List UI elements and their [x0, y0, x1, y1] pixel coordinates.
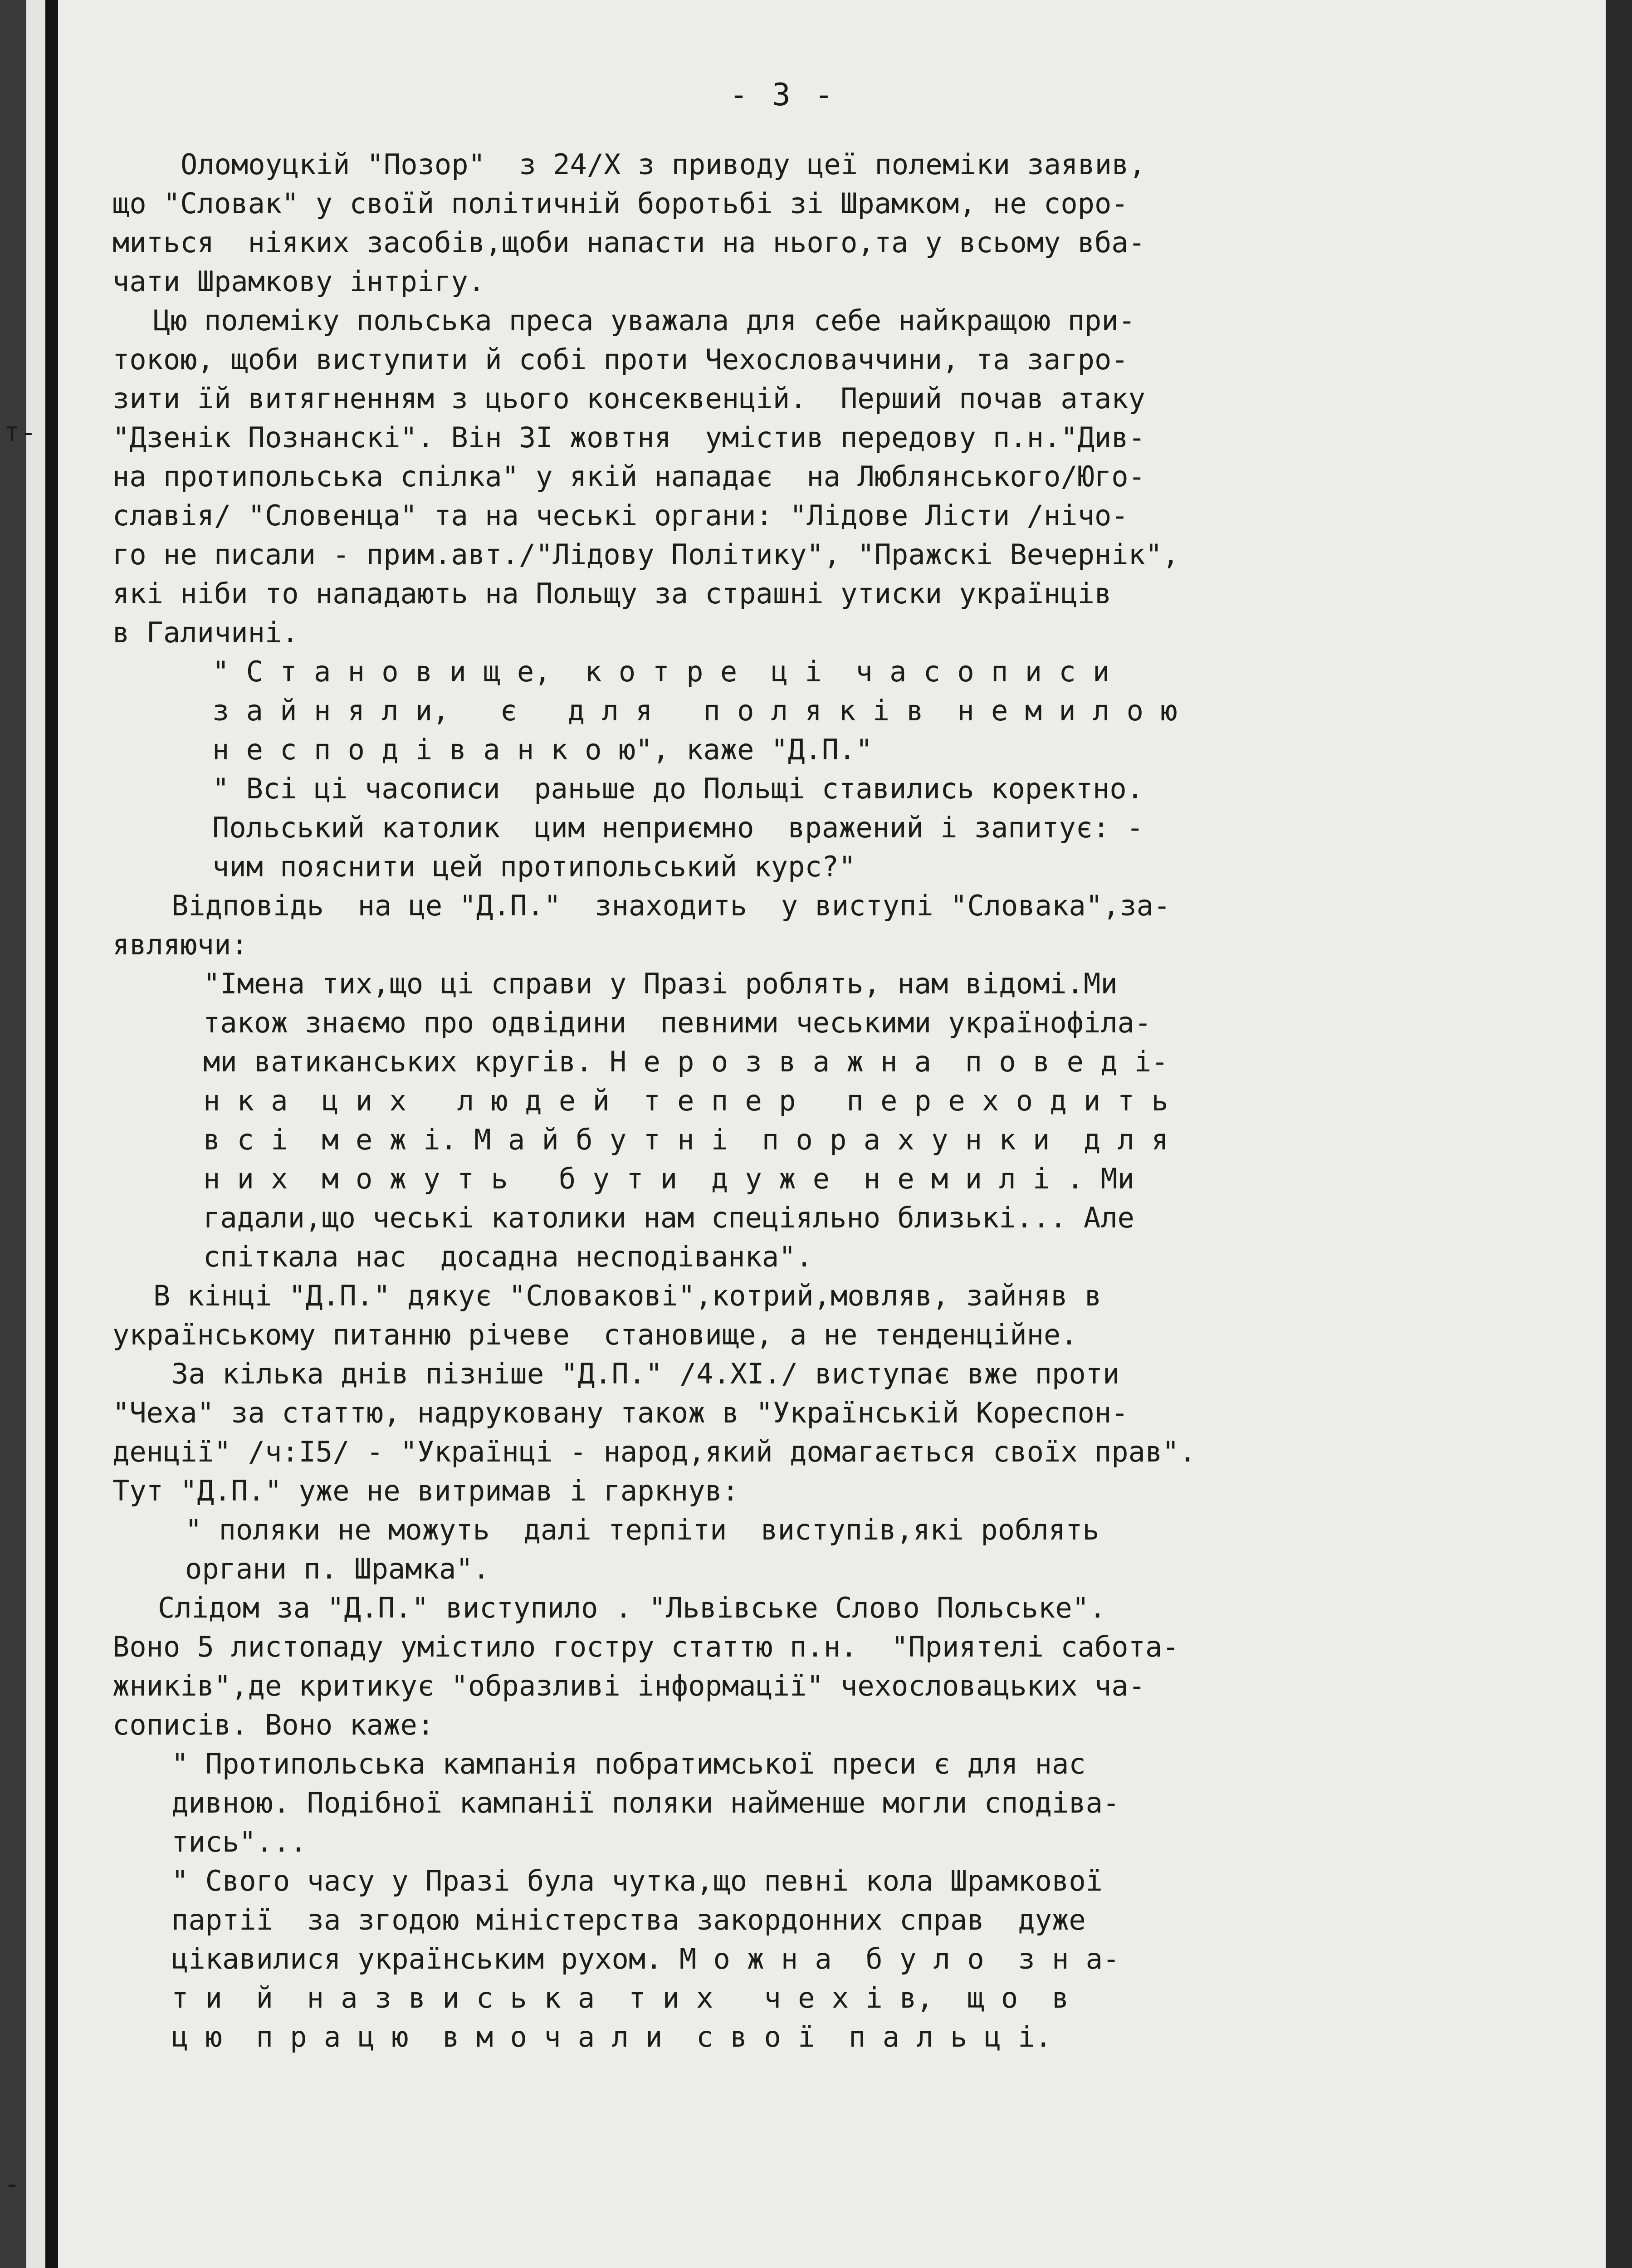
text-line: тись"...: [171, 1825, 307, 1858]
text-line: Відповідь на це "Д.П." знаходить у виступі "Словака",за-: [171, 889, 1171, 922]
text-line: жників",де критикує "образливі інформації" чехословацьких ча-: [112, 1669, 1145, 1702]
text-line: українському питанню річеве становище, а не тенденційне.: [112, 1318, 1078, 1351]
text-line: також знаємо про одвідини певними чеськими українофіла-: [203, 1006, 1152, 1039]
document-body: [112, 145, 1600, 2057]
text-line: " С т а н о в и щ е, к о т р е ц і ч а с о п и с и: [212, 655, 1110, 688]
text-line: ми ватиканських кругів. Н е р о з в а ж н а п о в е д і-: [203, 1045, 1168, 1078]
text-line: дивною. Подібної кампанії поляки найменше могли сподіва-: [171, 1786, 1120, 1819]
text-line: сописів. Воно каже:: [112, 1708, 435, 1741]
text-line: Слідом за "Д.П." виступило . "Львівське Слово Польське".: [158, 1591, 1106, 1624]
text-line: славія/ "Словенца" та на чеські органи: "Лідове Лісти /нічо-: [112, 499, 1129, 532]
text-line: н е с п о д і в а н к о ю", каже "Д.П.": [212, 733, 873, 766]
text-line: го не писали - прим.авт./"Лідову Політику", "Пражскі Вечернік",: [112, 538, 1179, 571]
text-line: цікавилися українським рухом. М о ж н а б у л о з н а-: [171, 1942, 1120, 1975]
text-line: " Свого часу у Празі була чутка,що певні кола Шрамкової: [171, 1864, 1103, 1897]
text-line: чати Шрамкову інтрігу.: [112, 265, 485, 298]
text-line: на протипольська спілка" у якій нападає на Люблянського/Юго-: [112, 460, 1145, 493]
text-line: являючи:: [112, 928, 248, 961]
page-edge-right: [1606, 0, 1632, 2268]
text-line: "Чеха" за статтю, надруковану також в "Українській Кореспон-: [112, 1396, 1129, 1429]
text-line: чим пояснити цей протипольський курс?": [212, 850, 856, 883]
document-page: [58, 0, 1606, 2268]
margin-fragment: -: [4, 2168, 20, 2200]
text-line: Оломоуцкій "Позор" з 24/Х з приводу цеї полеміки заявив,: [181, 148, 1146, 181]
page-number: - 3 -: [729, 77, 836, 113]
text-line: Воно 5 листопаду умістило гостру статтю п.н. "Приятелі саботa-: [112, 1630, 1179, 1663]
text-line: Цю полеміку польська преса уважала для себе найкращою при-: [153, 304, 1135, 337]
text-line: токою, щоби виступити й собі проти Чехословаччини, та загро-: [112, 343, 1129, 376]
text-line: За кілька днів пізніше "Д.П." /4.ХІ./ виступає вже проти: [171, 1357, 1120, 1390]
text-line: зити їй витягненням з цього консеквенцій. Перший почав атаку: [112, 382, 1145, 415]
text-line: в с і м е ж і. М а й б у т н і п о р а х у н к и д л я: [203, 1123, 1168, 1156]
text-line: гадали,що чеські католики нам спеціяльно близькі... Але: [203, 1201, 1134, 1234]
text-line: ц ю п р а ц ю в м о ч а л и с в о ї п а л ь ц і.: [171, 2020, 1052, 2053]
text-line: " Всі ці часописи раньше до Польщі ставились коректно.: [212, 772, 1143, 805]
text-line: які ніби то нападають на Польщу за страшні утиски українців: [112, 577, 1112, 610]
text-line: "Дзенік Познанскі". Він 3І жовтня умістив передову п.н."Див-: [112, 421, 1145, 454]
text-line: миться ніяких засобів,щоби напасти на нього,та у всьому вба-: [112, 226, 1145, 259]
text-line: н и х м о ж у т ь б у т и д у ж е н е м и л і . Ми: [203, 1162, 1134, 1195]
scan-edge-left: [0, 0, 26, 2268]
text-line: "Імена тих,що ці справи у Празі роблять, нам відомі.Ми: [203, 967, 1118, 1000]
binding-shadow: [45, 0, 58, 2268]
text-line: " Протипольська кампанія побратимської преси є для нас: [171, 1747, 1086, 1780]
text-line: що "Словак" у своїй політичній боротьбі зі Шрамком, не соро-: [112, 187, 1129, 220]
text-line: В кінці "Д.П." дякує "Словакові",котрий,мовляв, зайняв в: [153, 1279, 1102, 1312]
margin-fragment: т-: [4, 416, 37, 448]
text-line: Польський католик цим неприємно вражений і запитує: -: [212, 811, 1143, 844]
text-line: н к а ц и х л ю д е й т е п е р п е р е х о д и т ь: [203, 1084, 1168, 1117]
text-line: т и й н а з в и с ь к а т и х ч е х і в, щ о в: [171, 1981, 1069, 2014]
text-line: партії за згодою міністерства закордонних справ дуже: [171, 1903, 1086, 1936]
text-line: з а й н я л и, є д л я п о л я к і в н е м и л о ю: [212, 694, 1178, 727]
text-line: денції" /ч:І5/ - "Українці - народ,який домагається своїх прав".: [112, 1435, 1196, 1468]
text-line: " поляки не можуть далі терпіти виступів,які роблять: [185, 1513, 1099, 1546]
text-line: Тут "Д.П." уже не витримав і гаркнув:: [112, 1474, 739, 1507]
text-line: органи п. Шрамка".: [185, 1552, 490, 1585]
text-line: в Галичині.: [112, 616, 299, 649]
text-line: спіткала нас досадна несподіванка".: [203, 1240, 813, 1273]
